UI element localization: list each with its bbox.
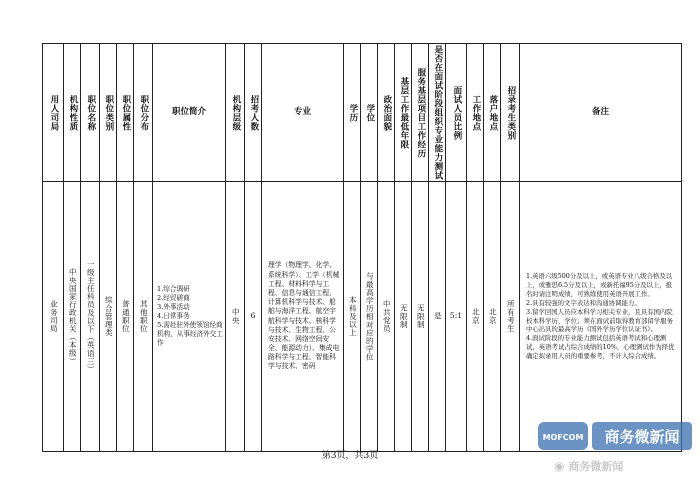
logo-text: MOFCOM [542, 433, 584, 442]
data-row [43, 182, 682, 452]
remark-item: 1.英语六级500分及以上，或英语专业八级合格及以上，或雅思6.5分及以上，或新托福95分及以上，报名时请注明成绩，可熟练使用英语开展工作。 [526, 271, 673, 298]
remark-item: 3.留学回国人员应本科学习相关专业，且具有国内院校本科学历，学位；须在面试前取得教育部留学服务中心出具的最高学历《国外学历学位认证书》。 [526, 307, 673, 334]
weibo-watermark [554, 458, 623, 474]
position-intro-list [153, 285, 225, 347]
header-major: 专业 [293, 106, 311, 117]
header-position-attr: 职位属性 [120, 94, 131, 131]
cell-employer: 业务司局 [49, 300, 59, 333]
header-candidate-category: 招录考生类别 [505, 85, 516, 140]
position-intro-item: 2.经贸磋商 [157, 294, 190, 303]
position-intro-item: 3.外事活动 [157, 303, 190, 312]
cell-interview-ratio: 5:1 [449, 311, 463, 321]
header-remarks: 备注 [591, 106, 609, 117]
cell-political: 中共党员 [382, 300, 392, 333]
recruitment-table [42, 43, 682, 452]
cell-position-type: 综合管理类 [104, 296, 114, 337]
weibo-icon: ◉ [554, 459, 565, 473]
header-org-level: 机构层级 [230, 94, 241, 131]
cell-education: 本科及以上 [348, 296, 358, 337]
header-interview-ratio: 面试人员比例 [451, 85, 462, 140]
header-org-nature: 机构性质 [67, 94, 78, 131]
header-professional-test: 是否在面试阶段组织专业能力测试 [432, 45, 443, 180]
cell-org-nature: 中央国家行政机关（本级） [68, 267, 78, 366]
position-intro-item: 1.综合调研 [157, 285, 190, 294]
cell-recruit-count: 6 [250, 311, 256, 321]
brand-text: 商务微新闻 [604, 428, 680, 446]
remark-item: 2.具有较强的文字表达和沟通协调能力。 [526, 298, 641, 307]
header-employer: 用人司局 [48, 94, 59, 131]
header-position-distribution: 职位分布 [138, 94, 149, 131]
position-intro-item: 4.日常事务 [157, 312, 190, 321]
header-work-location: 工作地点 [470, 94, 481, 131]
cell-position-distribution: 其他职位 [139, 300, 149, 333]
remark-item: 4.面试阶段的专业能力测试包括英语考试和心理测试，英语考试占综合成绩的10%，心理测试作为择优确定拟录用人员的重要参考，不计入综合成绩。 [526, 334, 675, 361]
header-political: 政治面貌 [381, 94, 392, 131]
cell-position-attr: 普通职位 [121, 300, 131, 333]
cell-hukou-location: 北京 [488, 308, 498, 325]
cell-candidate-category: 所有考生 [506, 300, 516, 333]
position-intro-item: 5.需赴驻外使领馆经商机构，从事经济外交工作 [157, 320, 223, 347]
remarks-list [520, 272, 681, 362]
cell-work-location: 北京 [471, 308, 481, 325]
weibo-watermark-text: 商务微新闻 [568, 460, 624, 473]
header-education: 学历 [347, 103, 358, 122]
header-grassroots-years: 基层工作最低年限 [398, 76, 409, 149]
header-row [43, 44, 682, 182]
page-number: 第3页，共3页 [321, 451, 379, 461]
cell-professional-test: 是 [433, 312, 443, 321]
header-service-experience: 服务基层项目工作经历 [415, 67, 426, 158]
cell-position-name: 一级主任科员及以下（英语三） [86, 259, 96, 374]
header-position-type: 职位类别 [103, 94, 114, 131]
cell-major: 理学（物理学、化学、系统科学）、工学（机械工程、材料科学与工程、信息与通信工程、计算机科学与技术、船舶与海洋工程、航空宇航科学与技术、核科学与技术、生物工程、公安技术、网络空间安全、能源动力）、集成电路科学与工程、智能科学与技术、密码 [268, 261, 340, 371]
header-recruit-count: 招考人数 [248, 94, 259, 131]
header-hukou-location: 落户地点 [487, 94, 498, 131]
mofcom-logo-watermark [536, 418, 694, 454]
header-position-intro: 职位简介 [171, 106, 206, 117]
header-degree: 学位 [364, 103, 375, 122]
header-position-name: 职位名称 [85, 94, 96, 131]
cell-degree: 与最高学历相对应的学位 [365, 271, 375, 362]
cell-org-level: 中央 [231, 308, 241, 325]
cell-grassroots-years: 无限制 [399, 304, 409, 329]
cell-service-experience: 无限制 [416, 304, 426, 329]
